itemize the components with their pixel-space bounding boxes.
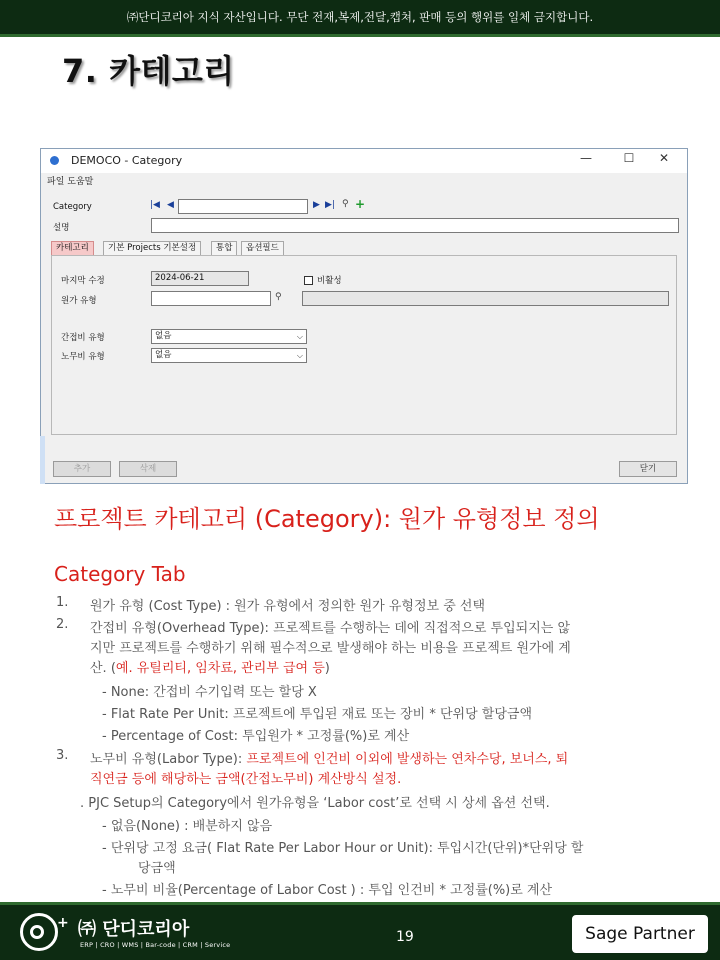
footer: [0, 902, 720, 960]
window-titlebar: [41, 149, 687, 173]
tab-category[interactable]: 카테고리: [51, 241, 94, 255]
sage-partner-badge: Sage Partner: [570, 913, 710, 955]
tab-integration[interactable]: 통합: [211, 241, 237, 255]
labor-type-select[interactable]: [151, 348, 307, 363]
item-number: 2.: [56, 617, 69, 632]
labor-option: - 단위당 고정 요금( Flat Rate Per Labor Hour or Unit): 투입시간(단위)*단위당 할: [102, 841, 584, 856]
close-icon[interactable]: ✕: [658, 151, 670, 165]
item-text: 원가 유형 (Cost Type) : 원가 유형에서 정의한 원가 유형정보 중 선택: [90, 599, 486, 614]
prev-record-icon[interactable]: ◀: [167, 200, 174, 210]
cost-type-input[interactable]: [151, 291, 271, 306]
category-input[interactable]: [178, 199, 308, 214]
last-modified-label: 마지막 수정: [61, 276, 105, 286]
last-modified-value: 2024-06-21: [151, 271, 249, 286]
copyright-notice: ㈜단디코리아 지식 자산입니다. 무단 전재,복제,전달,캡쳐, 판매 등의 행위를 일체 금지합니다.: [126, 10, 594, 24]
close-button[interactable]: 닫기: [619, 461, 677, 477]
company-tagline: ERP | CRO | WMS | Bar-code | CRM | Service: [80, 941, 231, 949]
category-tab-panel: [51, 255, 677, 435]
labor-option: - 노무비 비율(Percentage of Labor Cost ) : 투입 인건비 * 고정률(%)로 계산: [102, 883, 553, 898]
overhead-type-value: 없음: [155, 331, 172, 341]
company-logo-icon: [20, 913, 58, 951]
labor-highlight: 프로젝트에 인건비 이외에 발생하는 연차수당, 보너스, 퇴: [246, 752, 569, 767]
overhead-type-select[interactable]: [151, 329, 307, 344]
cost-type-description: [302, 291, 669, 306]
page-number: 19: [396, 929, 414, 945]
item-text: 간접비 유형(Overhead Type): 프로젝트를 수행하는 데에 직접적으로 투입되지는 않: [90, 621, 571, 636]
cost-type-label: 원가 유형: [61, 296, 97, 306]
last-record-icon[interactable]: ▶|: [325, 200, 335, 210]
tab-projects-defaults[interactable]: 기본 Projects 기본설정: [103, 241, 201, 255]
window-edge-band: [40, 436, 45, 484]
section-subheading: Category Tab: [54, 562, 186, 586]
category-window: [40, 148, 688, 484]
item-text: 지만 프로젝트를 수행하기 위해 필수적으로 발생해야 하는 비용을 프로젝트 원가에 계: [90, 641, 571, 656]
overhead-option: - Flat Rate Per Unit: 프로젝트에 투입된 재료 또는 장비 * 단위당 할당금액: [102, 707, 533, 722]
labor-option: - 없음(None) : 배분하지 않음: [102, 819, 273, 834]
copyright-banner: [0, 0, 720, 37]
category-label: Category: [53, 202, 92, 212]
add-icon[interactable]: +: [355, 197, 366, 211]
item-text: 산. (예. 유틸리티, 임차료, 관리부 급여 등): [90, 661, 330, 676]
search-icon[interactable]: ⚲: [342, 199, 349, 209]
pjc-note: . PJC Setup의 Category에서 원가유형을 ‘Labor cost’로 선택 시 상세 옵션 선택.: [80, 796, 550, 811]
section-heading: 프로젝트 카테고리 (Category): 원가 유형정보 정의: [54, 505, 600, 533]
inactive-label: 비활성: [317, 276, 342, 286]
inactive-checkbox[interactable]: [304, 276, 313, 285]
chevron-down-icon: ⌵: [296, 351, 303, 360]
labor-highlight: 직연금 등에 해당하는 금액(간접노무비) 계산방식 설정.: [90, 772, 402, 787]
overhead-option: - None: 간접비 수기입력 또는 할당 X: [102, 685, 317, 700]
overhead-type-label: 간접비 유형: [61, 333, 105, 343]
labor-option: 당금액: [138, 861, 176, 876]
first-record-icon[interactable]: |◀: [150, 200, 160, 210]
chevron-down-icon: ⌵: [296, 332, 303, 341]
item-text: 노무비 유형(Labor Type): 프로젝트에 인건비 이외에 발생하는 연차수당, 보너스, 퇴: [90, 752, 569, 767]
window-title: DEMOCO - Category: [71, 154, 183, 167]
labor-type-value: 없음: [155, 350, 172, 360]
minimize-icon[interactable]: —: [580, 151, 592, 165]
tab-optional-fields[interactable]: 옵션필드: [241, 241, 284, 255]
item-number: 1.: [56, 595, 69, 610]
item-number: 3.: [56, 748, 69, 763]
description-input[interactable]: [151, 218, 679, 233]
cost-type-search-icon[interactable]: ⚲: [275, 292, 282, 302]
company-name: ㈜ 단디코리아: [78, 919, 190, 940]
slide-title: 7. 카테고리: [62, 52, 235, 90]
delete-button[interactable]: 삭제: [119, 461, 177, 477]
app-icon: [50, 156, 59, 165]
example-highlight: 예. 유틸리티, 임차료, 관리부 급여 등: [115, 661, 325, 676]
logo-plus-icon: +: [57, 915, 69, 931]
description-label: 설명: [53, 223, 70, 233]
menu-bar[interactable]: 파일 도움말: [47, 177, 94, 187]
add-button[interactable]: 추가: [53, 461, 111, 477]
maximize-icon[interactable]: ☐: [623, 151, 635, 165]
next-record-icon[interactable]: ▶: [313, 200, 320, 210]
overhead-option: - Percentage of Cost: 투입원가 * 고정률(%)로 계산: [102, 729, 410, 744]
labor-type-label: 노무비 유형: [61, 352, 105, 362]
